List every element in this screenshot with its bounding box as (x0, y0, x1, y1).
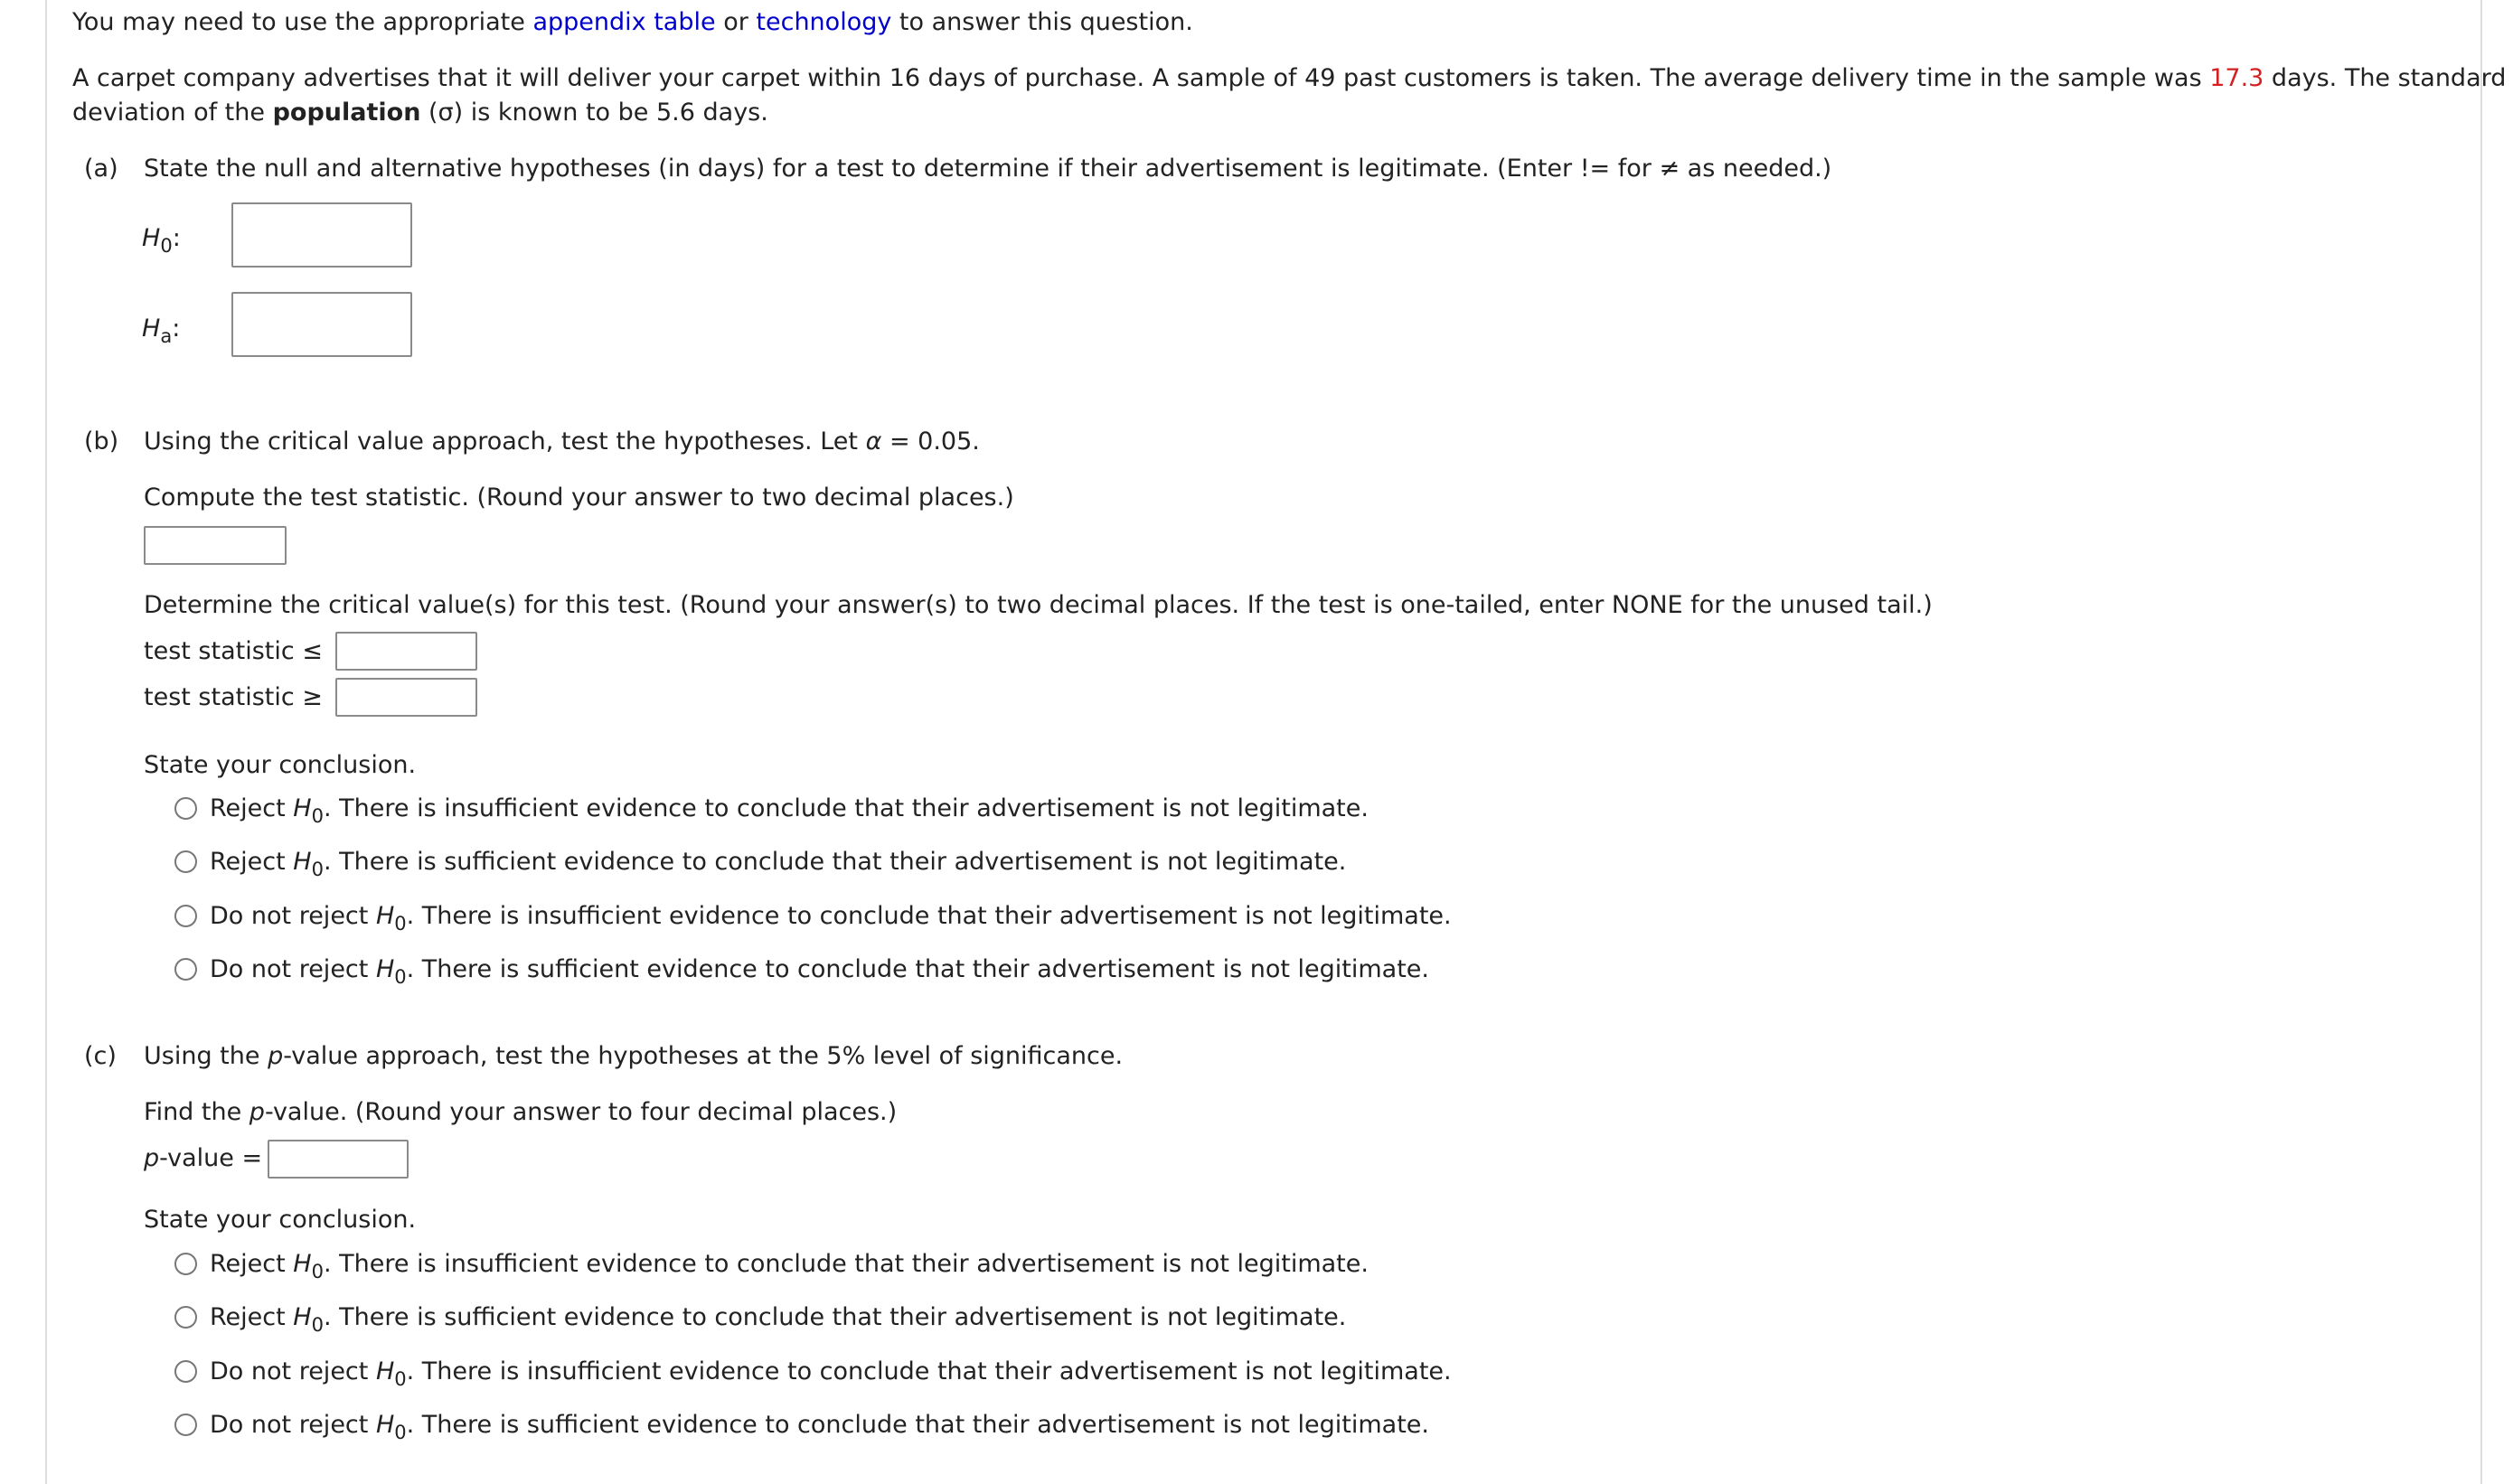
part-c-option-4-radio[interactable] (174, 1414, 197, 1436)
part-c-conclusion-prompt: State your conclusion. (144, 1206, 417, 1234)
h0-label: $H_0$: (142, 224, 181, 257)
intro-prefix: You may need to use the appropriate (72, 8, 533, 36)
part-b-option-3-label[interactable]: Do not reject $H_0$. There is insufficient evidence to conclude that their advertisement is not legitimate. (210, 902, 1452, 935)
test-statistic-input[interactable] (144, 526, 287, 565)
pvalue-label: p-value = (144, 1144, 263, 1172)
h0-input[interactable] (231, 202, 412, 268)
intro-text (72, 5, 1193, 41)
intro-suffix: to answer this question. (891, 8, 1193, 36)
find-pvalue-prompt: Find the p-value. (Round your answer to four decimal places.) (144, 1098, 898, 1126)
sample-mean-value: 17.3 (2209, 64, 2264, 92)
upper-critical-input[interactable] (335, 678, 477, 717)
upper-critical-label: test statistic ≥ (144, 683, 323, 711)
part-b-option-3-radio[interactable] (174, 905, 197, 927)
part-b-conclusion-prompt: State your conclusion. (144, 751, 417, 779)
technology-link[interactable]: technology (756, 8, 892, 36)
part-b-prompt: Using the critical value approach, test the hypotheses. Let α = 0.05. (144, 427, 980, 456)
part-c-option-3-radio[interactable] (174, 1360, 197, 1383)
part-c-option-4-label[interactable]: Do not reject $H_0$. There is sufficient evidence to conclude that their advertisement is not legitimate. (210, 1411, 1429, 1443)
part-c-option-2-radio[interactable] (174, 1306, 197, 1329)
problem-line-1: A carpet company advertises that it will deliver your carpet within 16 days of purchase. A sample of 49 past customers is taken. The average delivery time in the sample was 17.3 days. The standard (72, 64, 2507, 92)
part-c-option-1-label[interactable]: Reject $H_0$. There is insufficient evidence to conclude that their advertisement is not legitimate. (210, 1250, 1369, 1282)
part-c-option-2-label[interactable]: Reject $H_0$. There is sufficient evidence to conclude that their advertisement is not legitimate. (210, 1303, 1347, 1336)
part-b-option-4-label[interactable]: Do not reject $H_0$. There is sufficient evidence to conclude that their advertisement is not legitimate. (210, 955, 1429, 988)
ha-input[interactable] (231, 292, 412, 357)
part-b-option-1-label[interactable]: Reject $H_0$. There is insufficient evidence to conclude that their advertisement is not legitimate. (210, 794, 1369, 827)
part-b-option-1-radio[interactable] (174, 797, 197, 820)
intro-or: or (715, 8, 757, 36)
ha-label: $H_a$: (142, 315, 181, 347)
part-b-option-2-radio[interactable] (174, 850, 197, 873)
compute-test-statistic-prompt: Compute the test statistic. (Round your answer to two decimal places.) (144, 484, 1014, 512)
part-c-prompt: Using the p-value approach, test the hypotheses at the 5% level of significance. (144, 1042, 1124, 1070)
pvalue-input[interactable] (268, 1140, 409, 1179)
part-a-marker: (a) (84, 155, 118, 183)
part-c-marker: (c) (84, 1042, 117, 1070)
part-b-marker: (b) (84, 427, 119, 456)
lower-critical-label: test statistic ≤ (144, 637, 323, 665)
part-c-option-3-label[interactable]: Do not reject $H_0$. There is insufficient evidence to conclude that their advertisement is not legitimate. (210, 1357, 1452, 1390)
part-b-option-4-radio[interactable] (174, 958, 197, 981)
part-c-option-1-radio[interactable] (174, 1253, 197, 1275)
appendix-table-link[interactable]: appendix table (532, 8, 716, 36)
part-b-option-2-label[interactable]: Reject $H_0$. There is sufficient evidence to conclude that their advertisement is not legitimate. (210, 848, 1347, 880)
problem-line-2: deviation of the population (σ) is known to be 5.6 days. (72, 99, 768, 127)
lower-critical-input[interactable] (335, 632, 477, 671)
critical-value-prompt: Determine the critical value(s) for this test. (Round your answer(s) to two decimal places. If the test is one-tailed, enter NONE for the unused tail.) (144, 591, 1933, 619)
part-a-prompt: State the null and alternative hypotheses (in days) for a test to determine if their advertisement is legitimate. (Enter != for ≠ as needed.) (144, 155, 1832, 183)
